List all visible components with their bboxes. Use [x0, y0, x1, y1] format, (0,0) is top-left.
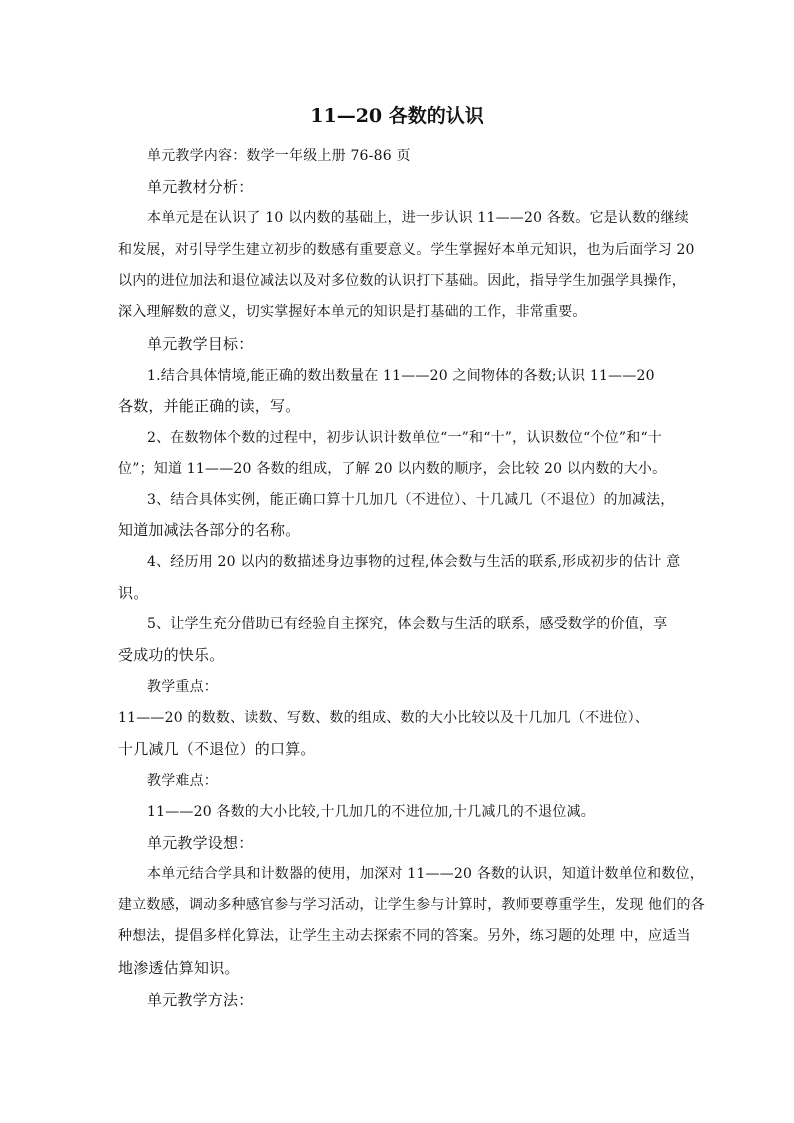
goal-3-line: 知道加减法各部分的名称。 [118, 521, 301, 539]
page-title: 11—20 各数的认识 [310, 105, 484, 127]
design-paragraph-line: 地渗透估算知识。 [118, 959, 240, 977]
unit-content-line: 单元教学内容：数学一年级上册 76-86 页 [147, 148, 411, 164]
key-points-line: 11——20 的数数、读数、写数、数的组成、数的大小比较以及十几加几（不进位）、 [118, 710, 650, 726]
goal-4-line: 4、经历用 20 以内的数描述身边事物的过程,体会数与生活的联系,形成初步的估计 意 [147, 554, 681, 570]
analysis-paragraph-line: 本单元是在认识了 10 以内数的基础上，进一步认识 11——20 各数。它是认数的继续 [147, 210, 689, 226]
goal-2-line: 位”；知道 11——20 各数的组成，了解 20 以内数的顺序，会比较 20 以内数的大小。 [118, 461, 667, 477]
analysis-heading: 单元教材分析： [147, 178, 254, 196]
key-points-heading: 教学重点： [147, 679, 218, 695]
key-points-line: 十几减几（不退位）的口算。 [118, 740, 316, 758]
goal-5-line: 受成功的快乐。 [118, 646, 225, 664]
design-paragraph-line: 建立数感，调动多种感官参与学习活动，让学生参与计算时，教师要尊重学生，发现 他们的各 [118, 897, 705, 913]
analysis-paragraph-line: 和发展，对引导学生建立初步的数感有重要意义。学生掌握好本单元知识，也为后面学习 20 [118, 242, 695, 258]
design-paragraph-line: 种想法，提倡多样化算法，让学生主动去探索不同的答案。另外，练习题的处理 中，应适当 [118, 928, 691, 944]
difficulties-heading: 教学难点： [147, 773, 218, 789]
goal-3-line: 3、结合具体实例，能正确口算十几加几（不进位）、十几减几（不退位）的加减法， [147, 492, 675, 508]
goal-2-line: 2、在数物体个数的过程中，初步认识计数单位“一”和“十”，认识数位“个位”和“十 [147, 430, 663, 446]
goal-5-line: 5、让学生充分借助已有经验自主探究，体会数与生活的联系，感受数学的价值，享 [147, 616, 668, 632]
goals-heading: 单元教学目标： [147, 335, 254, 353]
goal-1-line: 各数，并能正确的读，写。 [118, 397, 301, 415]
design-heading: 单元教学设想： [147, 834, 254, 852]
difficulties-line: 11——20 各数的大小比较,十几加几的不进位加,十几减几的不退位减。 [147, 804, 595, 820]
goal-1-line: 1.结合具体情境,能正确的数出数量在 11——20 之间物体的各数;认识 11——20 [147, 368, 655, 384]
analysis-paragraph-line: 以内的进位加法和退位减法以及对多位数的认识打下基础。因此，指导学生加强学具操作， [118, 273, 686, 289]
method-heading: 单元教学方法： [147, 991, 254, 1009]
goal-4-line: 识。 [118, 584, 149, 602]
design-paragraph-line: 本单元结合学具和计数器的使用，加深对 11——20 各数的认识，知道计数单位和数位， [147, 866, 704, 882]
analysis-paragraph-line: 深入理解数的意义，切实掌握好本单元的知识是打基础的工作，非常重要。 [118, 304, 587, 320]
